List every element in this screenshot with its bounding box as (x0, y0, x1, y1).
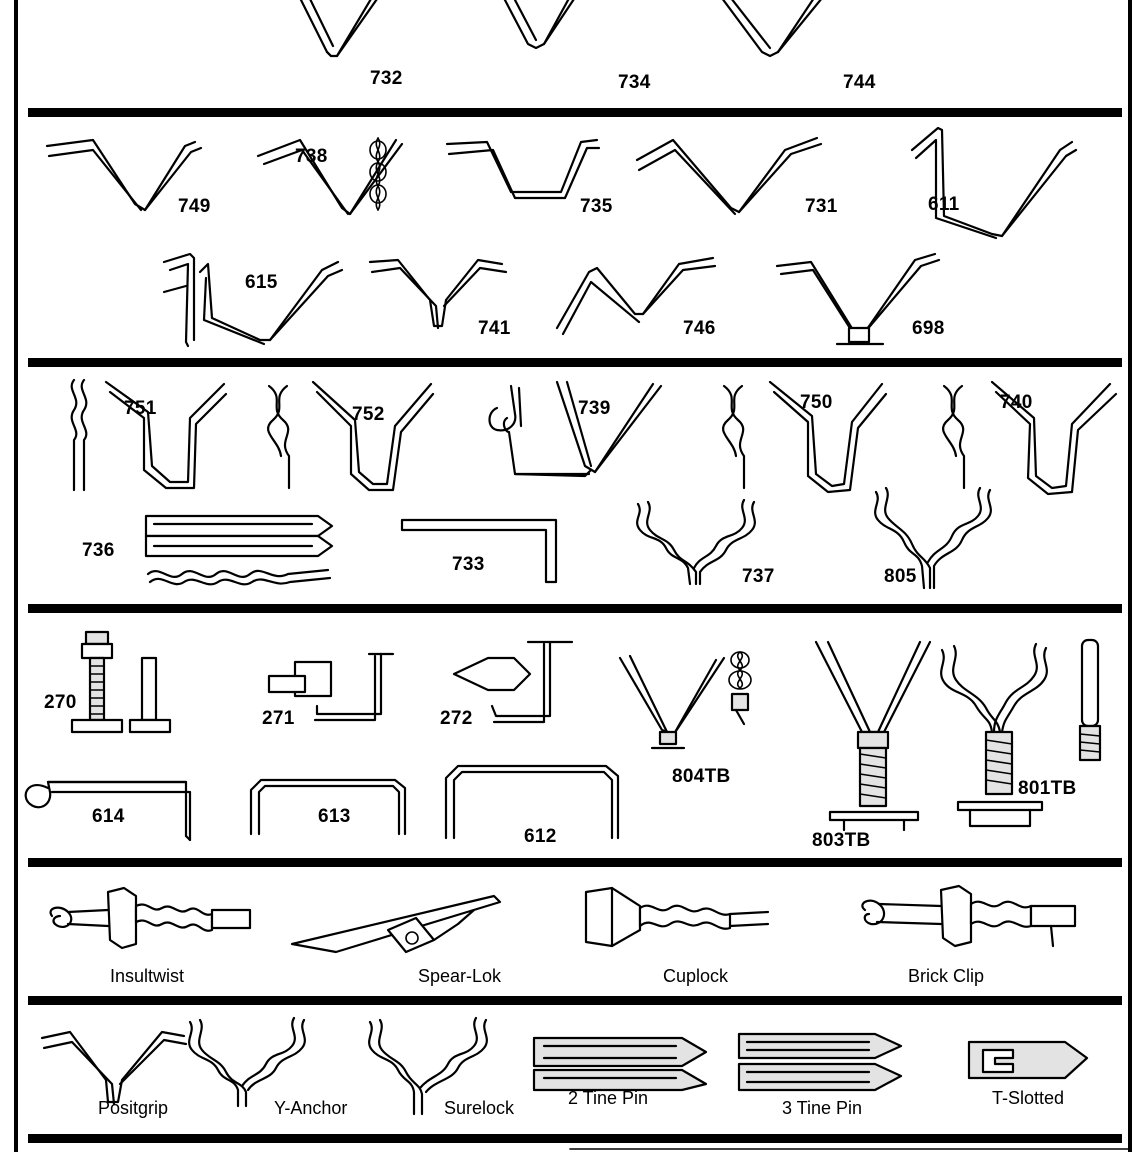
product-739 (485, 378, 685, 498)
product-611 (910, 126, 1080, 241)
right-page-rule (1128, 0, 1132, 1152)
label-801TB: 801TB (1018, 778, 1077, 799)
product-736 (140, 512, 350, 592)
product-2-tine-pin (530, 1034, 715, 1094)
label-746: 746 (683, 318, 716, 339)
label-744: 744 (843, 72, 876, 93)
divider-5 (28, 996, 1122, 1005)
divider-2 (28, 358, 1122, 367)
product-749 (45, 138, 225, 233)
label-739: 739 (578, 398, 611, 419)
label-805: 805 (884, 566, 917, 587)
label-737: 737 (742, 566, 775, 587)
label-698: 698 (912, 318, 945, 339)
product-spear-lok (288, 894, 548, 964)
bottom-rule (570, 1146, 1130, 1152)
label-732: 732 (370, 68, 403, 89)
caption-insultwist: Insultwist (110, 966, 185, 986)
label-615: 615 (245, 272, 278, 293)
label-613: 613 (318, 806, 351, 827)
product-insultwist (40, 886, 260, 956)
label-804TB: 804TB (672, 766, 731, 787)
product-801TB-pin (1068, 636, 1118, 776)
divider-1 (28, 108, 1122, 117)
product-805 (862, 486, 1002, 596)
label-749: 749 (178, 196, 211, 217)
caption-brick-clip: Brick Clip (908, 966, 985, 986)
divider-3 (28, 604, 1122, 613)
product-brick-clip (855, 884, 1085, 959)
product-801TB (930, 636, 1070, 836)
product-803TB (800, 636, 950, 836)
label-740: 740 (1000, 392, 1033, 413)
product-615 (160, 252, 350, 352)
label-612: 612 (524, 826, 557, 847)
product-804TB (612, 648, 782, 768)
caption-surelock: Surelock (444, 1098, 515, 1118)
product-752 (255, 378, 435, 503)
caption-cuplock: Cuplock (663, 966, 729, 986)
label-752: 752 (352, 404, 385, 425)
product-738 (250, 138, 410, 248)
product-751 (48, 378, 228, 503)
label-270: 270 (44, 692, 77, 713)
product-271 (265, 648, 395, 748)
label-738: 738 (295, 146, 328, 167)
product-731 (635, 136, 825, 231)
caption-t-slotted: T-Slotted (992, 1088, 1065, 1108)
caption-2-tine-pin: 2 Tine Pin (568, 1088, 649, 1108)
label-611: 611 (928, 194, 960, 215)
left-page-rule (14, 0, 18, 1152)
product-272 (448, 640, 578, 750)
label-733: 733 (452, 554, 485, 575)
label-736: 736 (82, 540, 115, 561)
label-735: 735 (580, 196, 613, 217)
caption-spear-lok: Spear-Lok (418, 966, 502, 986)
product-t-slotted (965, 1036, 1105, 1086)
product-734 (480, 0, 630, 100)
product-3-tine-pin (735, 1030, 915, 1100)
product-733 (398, 516, 573, 596)
label-741: 741 (478, 318, 511, 339)
label-271: 271 (262, 708, 295, 729)
divider-6 (28, 1134, 1122, 1143)
label-751: 751 (124, 398, 157, 419)
caption-y-anchor: Y-Anchor (274, 1098, 348, 1118)
label-734: 734 (618, 72, 651, 93)
caption-positgrip: Positgrip (98, 1098, 169, 1118)
divider-4 (28, 858, 1122, 867)
label-803TB: 803TB (812, 830, 871, 851)
label-272: 272 (440, 708, 473, 729)
label-731: 731 (805, 196, 838, 217)
product-270 (68, 630, 188, 752)
product-cuplock (578, 886, 778, 956)
label-750: 750 (800, 392, 833, 413)
label-614: 614 (92, 806, 125, 827)
caption-3-tine-pin: 3 Tine Pin (782, 1098, 863, 1118)
